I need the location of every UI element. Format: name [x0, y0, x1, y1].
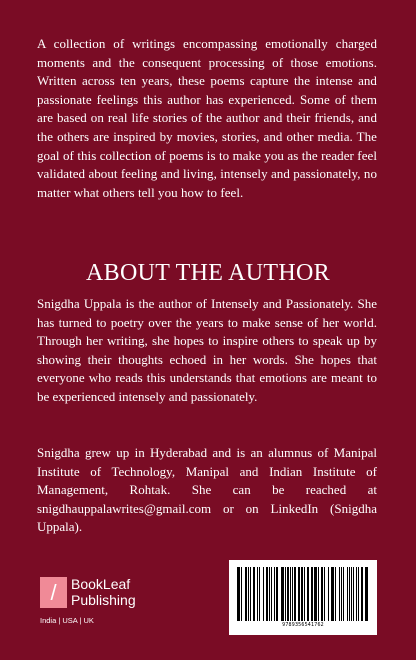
barcode-bar	[356, 567, 357, 621]
barcode-number: 9789356541762	[282, 622, 324, 628]
barcode-bar	[321, 567, 323, 621]
barcode-bar	[298, 567, 300, 621]
barcode-bar	[292, 567, 293, 621]
barcode-bar	[358, 567, 359, 621]
barcode-bar	[328, 567, 329, 621]
barcode-bar	[314, 567, 317, 621]
barcode-bar	[281, 567, 284, 621]
publisher-logo-mark: /	[50, 579, 57, 605]
barcode-bar	[245, 567, 247, 621]
barcode-bar	[304, 567, 305, 621]
barcode-bar	[266, 567, 268, 621]
publisher-name-line-1: BookLeaf	[71, 576, 131, 592]
barcode-bar	[237, 567, 240, 621]
barcode-bar	[347, 567, 348, 621]
barcode-bar	[276, 567, 278, 621]
barcode-bar	[339, 567, 340, 621]
barcode-bar	[331, 567, 334, 621]
barcode-bar	[271, 567, 272, 621]
barcode-bar	[353, 567, 354, 621]
about-author-heading: ABOUT THE AUTHOR	[86, 260, 330, 286]
publisher-regions: India | USA | UK	[40, 616, 94, 625]
publisher-logo	[40, 577, 200, 637]
barcode-bar	[307, 567, 309, 621]
barcode-bar	[259, 567, 260, 621]
barcode-bar	[343, 567, 344, 621]
barcode-icon	[237, 567, 369, 621]
barcode-bar	[324, 567, 325, 621]
barcode-bar	[250, 567, 251, 621]
barcode-bar	[318, 567, 319, 621]
barcode-bar	[351, 567, 352, 621]
barcode-bar	[294, 567, 296, 621]
publisher-name-line-2: Publishing	[71, 592, 136, 608]
author-bio-paragraph-1: Snigdha Uppala is the author of Intensely and Passionately. She has turned to poetry over the years to make sense of her world. Through her writing, she hopes to inspire others to speak up by showing their thoughts echoed in her words. She hopes that everyone who reads this understands that emotions are meant to be experienced intensely and passionately.	[37, 296, 377, 404]
barcode-bar	[285, 567, 286, 621]
barcode-bar	[253, 567, 255, 621]
barcode-bar	[361, 567, 363, 621]
barcode-bar	[365, 567, 368, 621]
book-blurb: A collection of writings encompassing emotionally charged moments and the consequent processing of those emotions. Written across ten years, these poems capture the intense and passionate feelings this author has experienced. Some of them are based on real life stories of the author and their friends, and the others are inspired by movies, stories, and other media. The goal of this collection of poems is to make you as the reader feel validated about feeling and living, intensely and passionately, no matter what others tell you how to feel.	[37, 36, 377, 200]
publisher-logo-icon	[40, 577, 67, 608]
barcode-bar	[241, 567, 242, 621]
barcode-bar	[257, 567, 258, 621]
barcode-bar	[311, 567, 313, 621]
barcode-bar	[269, 567, 270, 621]
author-bio-paragraph-2: Snigdha grew up in Hyderabad and is an alumnus of Manipal Institute of Technology, Manipal and Indian Institute of Management, Rohtak. She can be reached at snigdhauppalawrites@gmail.com or on LinkedIn (Snigdha Uppala).	[37, 445, 377, 535]
barcode-bar	[274, 567, 275, 621]
barcode-bar	[349, 567, 350, 621]
barcode-bar	[263, 567, 264, 621]
barcode-bar	[248, 567, 249, 621]
barcode-bar	[335, 567, 336, 621]
barcode-bar	[341, 567, 342, 621]
barcode-bar	[301, 567, 303, 621]
barcode-bar	[287, 567, 289, 621]
isbn-barcode	[229, 560, 377, 635]
barcode-bar	[290, 567, 291, 621]
